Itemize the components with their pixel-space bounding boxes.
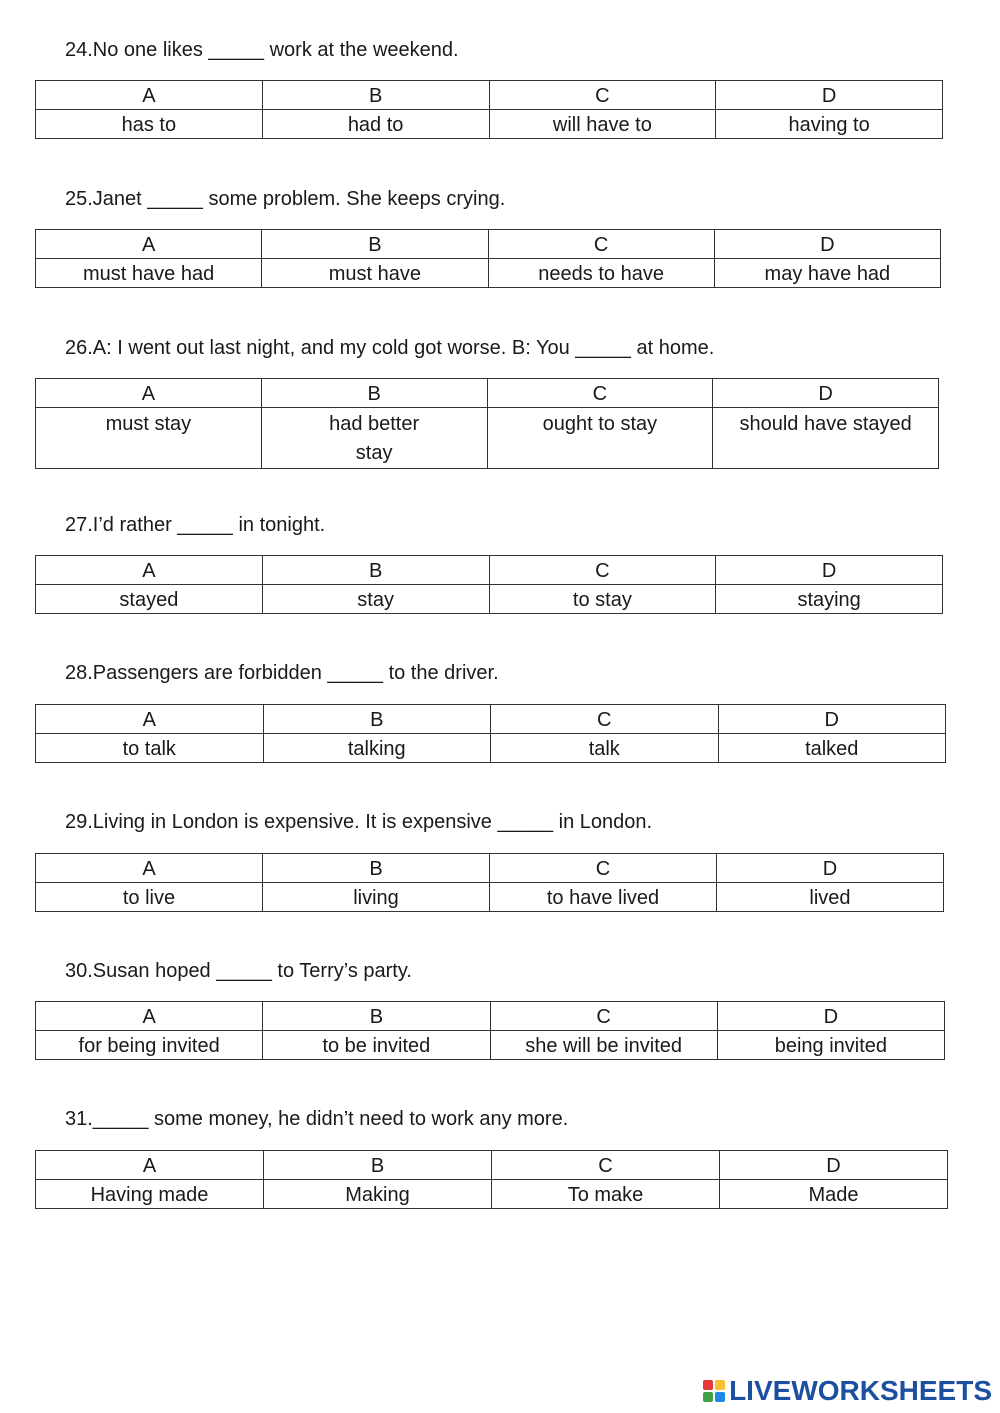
q25-option-b[interactable]: must have [262,259,488,288]
q25-option-d[interactable]: may have had [714,259,940,288]
q28-header-d: D [718,705,946,734]
question-24-text: 24.No one likes _____ work at the weekend. [65,39,459,61]
liveworksheets-brand[interactable] [703,1375,992,1407]
q27-option-d[interactable]: staying [716,585,943,614]
question-26-options [35,378,939,469]
q29-header-c: C [490,854,717,883]
q27-option-a[interactable]: stayed [36,585,263,614]
q26-header-a: A [36,379,262,408]
q31-header-b: B [264,1151,492,1180]
q24-option-c[interactable]: will have to [489,110,716,139]
q26-header-c: C [487,379,713,408]
logo-square-yellow [715,1380,725,1390]
q29-header-d: D [717,854,944,883]
q27-option-b[interactable]: stay [262,585,489,614]
q31-header-c: C [492,1151,720,1180]
question-25-options [35,229,941,288]
q24-header-d: D [716,81,943,110]
q28-option-a[interactable]: to talk [36,734,264,763]
q31-option-a[interactable]: Having made [36,1180,264,1209]
q27-option-c[interactable]: to stay [489,585,716,614]
q24-option-a[interactable]: has to [36,110,263,139]
question-31-text: 31._____ some money, he didn’t need to work any more. [65,1108,569,1130]
question-28-text: 28.Passengers are forbidden _____ to the driver. [65,662,499,684]
liveworksheets-logo-icon [703,1380,725,1402]
question-31-options [35,1150,948,1209]
q31-header-d: D [720,1151,948,1180]
question-29-options [35,853,944,912]
q28-option-c[interactable]: talk [491,734,719,763]
q25-option-c[interactable]: needs to have [488,259,714,288]
q26-option-d[interactable]: should have stayed [713,408,939,469]
q24-header-a: A [36,81,263,110]
q27-header-a: A [36,556,263,585]
q30-header-c: C [490,1002,717,1031]
q25-header-c: C [488,230,714,259]
q29-header-b: B [263,854,490,883]
question-26-text: 26.A: I went out last night, and my cold got worse. B: You _____ at home. [65,337,715,359]
q27-header-d: D [716,556,943,585]
q26-option-c[interactable]: ought to stay [487,408,713,469]
q29-option-c[interactable]: to have lived [490,883,717,912]
q31-option-c[interactable]: To make [492,1180,720,1209]
logo-square-green [703,1392,713,1402]
q30-header-a: A [36,1002,263,1031]
q25-header-d: D [714,230,940,259]
q30-option-d[interactable]: being invited [717,1031,944,1060]
question-30-text: 30.Susan hoped _____ to Terry’s party. [65,960,412,982]
question-25-text: 25.Janet _____ some problem. She keeps crying. [65,188,506,210]
q26-option-b[interactable] [261,408,487,469]
q27-header-b: B [262,556,489,585]
liveworksheets-wordmark: LIVEWORKSHEETS [729,1375,992,1406]
q26-header-b: B [261,379,487,408]
q31-option-d[interactable]: Made [720,1180,948,1209]
q31-option-b[interactable]: Making [264,1180,492,1209]
logo-square-red [703,1380,713,1390]
q29-option-b[interactable]: living [263,883,490,912]
question-29-text: 29.Living in London is expensive. It is expensive _____ in London. [65,811,653,833]
logo-square-blue [715,1392,725,1402]
q26-option-a[interactable]: must stay [36,408,262,469]
q26-header-d: D [713,379,939,408]
q25-option-a[interactable]: must have had [36,259,262,288]
q24-header-b: B [262,81,489,110]
q29-option-d[interactable]: lived [717,883,944,912]
question-27-options [35,555,943,614]
question-28-options [35,704,946,763]
q30-header-b: B [263,1002,490,1031]
q29-header-a: A [36,854,263,883]
q28-header-b: B [263,705,491,734]
q28-option-d[interactable]: talked [718,734,946,763]
q30-option-a[interactable]: for being invited [36,1031,263,1060]
question-24-options [35,80,943,139]
q24-option-d[interactable]: having to [716,110,943,139]
q31-header-a: A [36,1151,264,1180]
q29-option-a[interactable]: to live [36,883,263,912]
q28-option-b[interactable]: talking [263,734,491,763]
q27-header-c: C [489,556,716,585]
q30-option-c[interactable]: she will be invited [490,1031,717,1060]
question-27-text: 27.I’d rather _____ in tonight. [65,514,326,536]
q26-option-b-label: had better stay [329,413,420,464]
q30-option-b[interactable]: to be invited [263,1031,490,1060]
question-30-options [35,1001,945,1060]
q25-header-a: A [36,230,262,259]
q28-header-c: C [491,705,719,734]
q28-header-a: A [36,705,264,734]
q24-option-b[interactable]: had to [262,110,489,139]
q30-header-d: D [717,1002,944,1031]
q25-header-b: B [262,230,488,259]
q24-header-c: C [489,81,716,110]
